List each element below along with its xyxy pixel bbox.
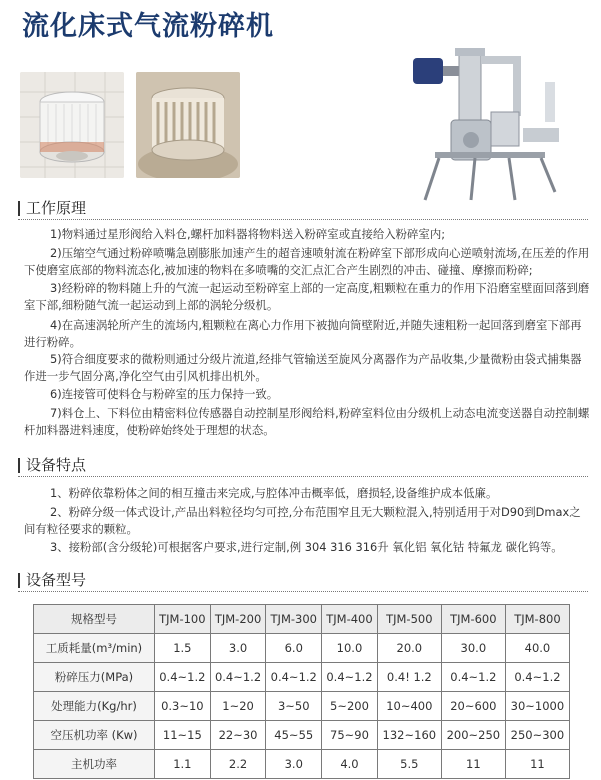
page-title: 流化床式气流粉碎机 [22,11,274,42]
table-cell: 132~160 [377,721,441,750]
table-cell: 3~50 [266,692,322,721]
row-label: 粉碎压力(MPa) [34,663,155,692]
row-label: 主机功率 [34,750,155,779]
principle-paragraph: 2)压缩空气通过粉碎喷嘴急剧膨胀加速产生的超音速喷射流在粉碎室下部形成向心逆喷射流场,在压差的作用下使磨室底部的物料流态化,被加速的物料在多喷嘴的交汇点汇合产生剧烈的冲击、碰撞、摩擦而粉碎; [24,246,590,277]
spec-table [33,604,570,779]
table-cell: 0.4! 1.2 [377,663,441,692]
table-cell: 250~300 [505,721,569,750]
table-header-model: TJM-500 [377,605,441,634]
table-header-model: TJM-200 [210,605,266,634]
table-cell: 22~30 [210,721,266,750]
principle-paragraph: 4)在高速涡轮所产生的流场内,粗颗粒在离心力作用下被抛向筒壁附近,并随失速粗粉一起回落到磨室下部再进行粉碎。 [24,318,582,349]
section-divider [18,591,588,592]
section-divider [18,219,588,220]
table-cell: 0.4~1.2 [266,663,322,692]
table-cell: 75~90 [322,721,378,750]
table-row [34,663,570,692]
table-header-model: TJM-600 [441,605,505,634]
section-heading-features: 设备特点 [18,458,86,473]
table-cell: 0.4~1.2 [155,663,211,692]
feature-paragraph: 3、接粉部(含分级轮)可根据客户要求,进行定制,例 304 316 316升 氧化铝 氧化钴 特氟龙 碳化钨等。 [50,540,563,554]
slotted-wheel-photo [136,72,240,178]
table-cell: 3.0 [210,634,266,663]
table-header-model: TJM-300 [266,605,322,634]
table-cell: 200~250 [441,721,505,750]
principle-paragraph: 1)物料通过星形阀给入料仓,螺杆加料器将物料送入粉碎室或直接给入粉碎室内; [50,227,446,241]
table-cell: 45~55 [266,721,322,750]
table-cell: 1.5 [155,634,211,663]
table-cell: 6.0 [266,634,322,663]
table-cell: 5~200 [322,692,378,721]
table-header-model: TJM-100 [155,605,211,634]
table-cell: 1~20 [210,692,266,721]
table-cell: 2.2 [210,750,266,779]
table-row [34,721,570,750]
table-cell: 1.1 [155,750,211,779]
table-cell: 20~600 [441,692,505,721]
table-row [34,634,570,663]
principle-paragraph: 3)经粉碎的物料随上升的气流一起运动至粉碎室上部的一定高度,粗颗粒在重力的作用下沿磨室壁面回落到磨室下部,细粉随气流一起运动到上部的涡轮分级机。 [24,281,590,312]
jet-mill-machine-photo [405,42,585,202]
row-label: 工质耗量(m³/min) [34,634,155,663]
table-cell: 5.5 [377,750,441,779]
table-row [34,692,570,721]
table-cell: 40.0 [505,634,569,663]
table-cell: 3.0 [266,750,322,779]
table-header-label: 规格型号 [34,605,155,634]
table-cell: 30~1000 [505,692,569,721]
table-row [34,750,570,779]
principle-paragraph: 5)符合细度要求的微粉则通过分级片流道,经排气管输送至旋风分离器作为产品收集,少量微粉由袋式捕集器作进一步气固分离,净化空气由引风机排出机外。 [24,352,582,383]
table-cell: 0.4~1.2 [322,663,378,692]
table-cell: 30.0 [441,634,505,663]
feature-paragraph: 1、粉碎依靠粉体之间的相互撞击来完成,与腔体冲击概率低，磨损轻,设备维护成本低廉。 [50,486,498,500]
table-cell: 0.3~10 [155,692,211,721]
table-cell: 11 [441,750,505,779]
row-label: 空压机功率 (Kw) [34,721,155,750]
principle-paragraph: 7)料仓上、下料位由精密料位传感器自动控制星形阀给料,粉碎室料位由分级机上动态电流变送器自动控制螺杆加料器进料速度，使粉碎始终处于理想的状态。 [24,406,590,437]
table-header-model: TJM-800 [505,605,569,634]
table-cell: 11~15 [155,721,211,750]
table-cell: 4.0 [322,750,378,779]
table-header-row [34,605,570,634]
principle-paragraph: 6)连接管可使料仓与粉碎室的压力保持一致。 [50,387,279,401]
section-divider [18,476,588,477]
classifier-wheel-photo [20,72,124,178]
feature-paragraph: 2、粉碎分级一体式设计,产品出料粒径均匀可控,分布范围窄且无大颗粒混入,特别适用于对D90到Dmax之间有粒径要求的颗粒。 [24,505,581,536]
table-cell: 11 [505,750,569,779]
table-cell: 20.0 [377,634,441,663]
section-heading-principle: 工作原理 [18,201,86,216]
section-heading-models: 设备型号 [18,573,86,588]
table-cell: 0.4~1.2 [441,663,505,692]
row-label: 处理能力(Kg/hr) [34,692,155,721]
table-cell: 10.0 [322,634,378,663]
table-header-model: TJM-400 [322,605,378,634]
table-cell: 10~400 [377,692,441,721]
table-cell: 0.4~1.2 [210,663,266,692]
table-cell: 0.4~1.2 [505,663,569,692]
